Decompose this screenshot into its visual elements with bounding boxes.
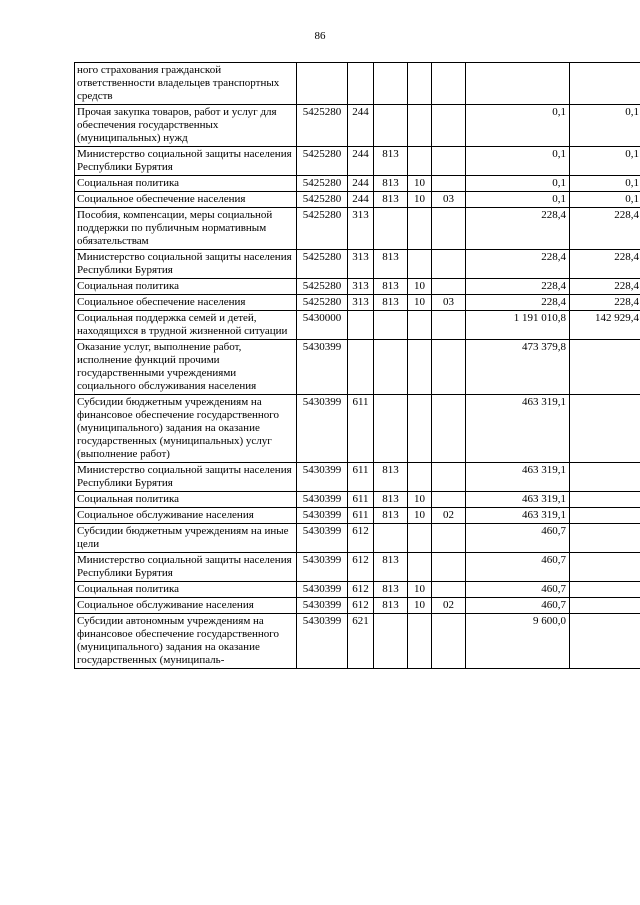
cell-name: Прочая закупка товаров, работ и услуг для обеспечения государственных (муниципальных) нужд	[75, 105, 297, 147]
cell-sum2	[570, 553, 640, 582]
cell-sum2: 228,4	[570, 295, 640, 311]
cell-vr: 611	[348, 463, 374, 492]
table-row	[75, 295, 640, 311]
cell-sum1: 473 379,8	[466, 340, 570, 395]
cell-name: Социальная политика	[75, 582, 297, 598]
cell-vr: 611	[348, 492, 374, 508]
cell-name: Пособия, компенсации, меры социальной поддержки по публичным нормативным обязательствам	[75, 208, 297, 250]
cell-sum2: 0,1	[570, 147, 640, 176]
cell-vr: 313	[348, 250, 374, 279]
cell-sum1: 0,1	[466, 147, 570, 176]
cell-sum1: 460,7	[466, 598, 570, 614]
cell-rz	[408, 553, 432, 582]
cell-name: Министерство социальной защиты населения Республики Бурятия	[75, 463, 297, 492]
cell-csr: 5430399	[297, 463, 348, 492]
cell-name: Социальная поддержка семей и детей, находящихся в трудной жизненной ситуации	[75, 311, 297, 340]
cell-sum1: 463 319,1	[466, 463, 570, 492]
cell-csr: 5425280	[297, 295, 348, 311]
cell-grbs	[374, 614, 408, 669]
table-row	[75, 463, 640, 492]
cell-sum1: 228,4	[466, 279, 570, 295]
cell-vr: 313	[348, 295, 374, 311]
cell-vr: 313	[348, 208, 374, 250]
cell-rz	[408, 395, 432, 463]
cell-sum2	[570, 598, 640, 614]
cell-grbs	[374, 395, 408, 463]
cell-sum2: 228,4	[570, 208, 640, 250]
cell-rz	[408, 614, 432, 669]
table-row	[75, 105, 640, 147]
cell-sum2	[570, 524, 640, 553]
cell-csr: 5430000	[297, 311, 348, 340]
cell-grbs: 813	[374, 250, 408, 279]
cell-sum1: 9 600,0	[466, 614, 570, 669]
cell-sum1: 463 319,1	[466, 395, 570, 463]
table-row	[75, 395, 640, 463]
cell-sum1: 463 319,1	[466, 492, 570, 508]
table-row	[75, 192, 640, 208]
table-row	[75, 614, 640, 669]
cell-name: Субсидии автономным учреждениям на финансовое обеспечение государственного (муниципального) задания на оказание государственных (муниципаль-	[75, 614, 297, 669]
table-row	[75, 598, 640, 614]
cell-pr	[432, 463, 466, 492]
cell-sum2: 0,1	[570, 176, 640, 192]
cell-rz	[408, 463, 432, 492]
cell-pr	[432, 395, 466, 463]
cell-csr: 5430399	[297, 582, 348, 598]
cell-sum1: 463 319,1	[466, 508, 570, 524]
cell-sum1: 460,7	[466, 553, 570, 582]
cell-pr	[432, 614, 466, 669]
cell-name: Министерство социальной защиты населения Республики Бурятия	[75, 553, 297, 582]
cell-vr	[348, 340, 374, 395]
cell-rz: 10	[408, 279, 432, 295]
cell-rz	[408, 250, 432, 279]
cell-sum1: 228,4	[466, 208, 570, 250]
cell-sum2	[570, 463, 640, 492]
cell-sum1: 228,4	[466, 295, 570, 311]
cell-name: Социальное обеспечение населения	[75, 295, 297, 311]
cell-vr: 621	[348, 614, 374, 669]
cell-pr: 02	[432, 508, 466, 524]
table-row	[75, 582, 640, 598]
cell-grbs: 813	[374, 295, 408, 311]
cell-pr	[432, 208, 466, 250]
cell-pr: 03	[432, 192, 466, 208]
budget-table	[74, 62, 640, 669]
cell-csr: 5430399	[297, 553, 348, 582]
cell-name: ного страхования гражданской ответственности владельцев транспортных средств	[75, 63, 297, 105]
cell-sum2	[570, 63, 640, 105]
cell-sum2: 142 929,4	[570, 311, 640, 340]
cell-vr: 313	[348, 279, 374, 295]
cell-rz	[408, 524, 432, 553]
cell-rz: 10	[408, 582, 432, 598]
cell-rz	[408, 311, 432, 340]
cell-csr: 5425280	[297, 250, 348, 279]
cell-pr	[432, 147, 466, 176]
cell-vr: 244	[348, 176, 374, 192]
cell-sum1: 1 191 010,8	[466, 311, 570, 340]
cell-sum2	[570, 582, 640, 598]
cell-grbs: 813	[374, 192, 408, 208]
cell-grbs	[374, 208, 408, 250]
cell-csr: 5430399	[297, 395, 348, 463]
cell-pr: 03	[432, 295, 466, 311]
cell-csr: 5425280	[297, 176, 348, 192]
cell-rz	[408, 340, 432, 395]
cell-grbs	[374, 340, 408, 395]
table-row	[75, 176, 640, 192]
cell-name: Социальная политика	[75, 176, 297, 192]
cell-name: Субсидии бюджетным учреждениям на иные цели	[75, 524, 297, 553]
cell-sum1: 0,1	[466, 176, 570, 192]
cell-name: Субсидии бюджетным учреждениям на финансовое обеспечение государственного (муниципального) задания на оказание государственных (муниципальных) услуг (выполнение работ)	[75, 395, 297, 463]
cell-grbs: 813	[374, 279, 408, 295]
cell-pr	[432, 492, 466, 508]
cell-pr	[432, 553, 466, 582]
cell-grbs: 813	[374, 553, 408, 582]
cell-sum2	[570, 614, 640, 669]
cell-grbs	[374, 105, 408, 147]
cell-sum1: 0,1	[466, 192, 570, 208]
table-row	[75, 208, 640, 250]
cell-pr	[432, 582, 466, 598]
cell-csr: 5425280	[297, 208, 348, 250]
cell-csr: 5425280	[297, 279, 348, 295]
cell-csr: 5430399	[297, 614, 348, 669]
cell-sum2	[570, 492, 640, 508]
page-number: 86	[314, 30, 326, 42]
cell-sum2: 0,1	[570, 192, 640, 208]
cell-pr	[432, 279, 466, 295]
table-row	[75, 63, 640, 105]
cell-rz: 10	[408, 295, 432, 311]
cell-name: Оказание услуг, выполнение работ, исполнение функций прочими государственными учреждениями социального обслуживания населения	[75, 340, 297, 395]
table-row	[75, 508, 640, 524]
cell-name: Министерство социальной защиты населения Республики Бурятия	[75, 147, 297, 176]
cell-pr	[432, 311, 466, 340]
cell-grbs: 813	[374, 463, 408, 492]
cell-vr	[348, 311, 374, 340]
cell-vr: 612	[348, 524, 374, 553]
cell-sum1: 460,7	[466, 582, 570, 598]
cell-pr	[432, 524, 466, 553]
cell-sum2	[570, 508, 640, 524]
cell-csr: 5430399	[297, 492, 348, 508]
table-row	[75, 311, 640, 340]
cell-csr: 5425280	[297, 147, 348, 176]
cell-sum2	[570, 340, 640, 395]
cell-name: Социальное обслуживание населения	[75, 508, 297, 524]
cell-vr	[348, 63, 374, 105]
cell-sum1: 460,7	[466, 524, 570, 553]
cell-sum1: 0,1	[466, 105, 570, 147]
cell-rz	[408, 147, 432, 176]
cell-pr	[432, 63, 466, 105]
cell-sum1: 228,4	[466, 250, 570, 279]
table-row	[75, 279, 640, 295]
cell-sum2: 228,4	[570, 279, 640, 295]
cell-vr: 611	[348, 395, 374, 463]
table-row	[75, 492, 640, 508]
cell-csr: 5430399	[297, 598, 348, 614]
cell-csr: 5425280	[297, 192, 348, 208]
cell-name: Социальная политика	[75, 279, 297, 295]
cell-csr	[297, 63, 348, 105]
cell-csr: 5430399	[297, 340, 348, 395]
cell-vr: 611	[348, 508, 374, 524]
cell-rz: 10	[408, 598, 432, 614]
cell-rz: 10	[408, 192, 432, 208]
cell-rz	[408, 105, 432, 147]
cell-vr: 244	[348, 105, 374, 147]
cell-rz	[408, 63, 432, 105]
table-row	[75, 524, 640, 553]
cell-csr: 5425280	[297, 105, 348, 147]
table-row	[75, 147, 640, 176]
cell-pr	[432, 250, 466, 279]
cell-vr: 612	[348, 598, 374, 614]
cell-sum1	[466, 63, 570, 105]
cell-vr: 612	[348, 582, 374, 598]
table-row	[75, 553, 640, 582]
cell-vr: 244	[348, 192, 374, 208]
cell-rz	[408, 208, 432, 250]
cell-grbs: 813	[374, 176, 408, 192]
cell-rz: 10	[408, 508, 432, 524]
cell-grbs: 813	[374, 582, 408, 598]
cell-pr	[432, 340, 466, 395]
cell-grbs	[374, 524, 408, 553]
cell-grbs: 813	[374, 492, 408, 508]
cell-grbs: 813	[374, 598, 408, 614]
cell-pr	[432, 105, 466, 147]
cell-rz: 10	[408, 492, 432, 508]
cell-grbs	[374, 63, 408, 105]
cell-name: Министерство социальной защиты населения Республики Бурятия	[75, 250, 297, 279]
cell-vr: 612	[348, 553, 374, 582]
cell-pr: 02	[432, 598, 466, 614]
cell-grbs	[374, 311, 408, 340]
cell-grbs: 813	[374, 147, 408, 176]
cell-sum2: 0,1	[570, 105, 640, 147]
cell-vr: 244	[348, 147, 374, 176]
cell-rz: 10	[408, 176, 432, 192]
table-row	[75, 250, 640, 279]
table-row	[75, 340, 640, 395]
cell-csr: 5430399	[297, 524, 348, 553]
cell-grbs: 813	[374, 508, 408, 524]
cell-name: Социальное обслуживание населения	[75, 598, 297, 614]
cell-sum2	[570, 395, 640, 463]
cell-csr: 5430399	[297, 508, 348, 524]
cell-name: Социальное обеспечение населения	[75, 192, 297, 208]
cell-name: Социальная политика	[75, 492, 297, 508]
cell-sum2: 228,4	[570, 250, 640, 279]
cell-pr	[432, 176, 466, 192]
